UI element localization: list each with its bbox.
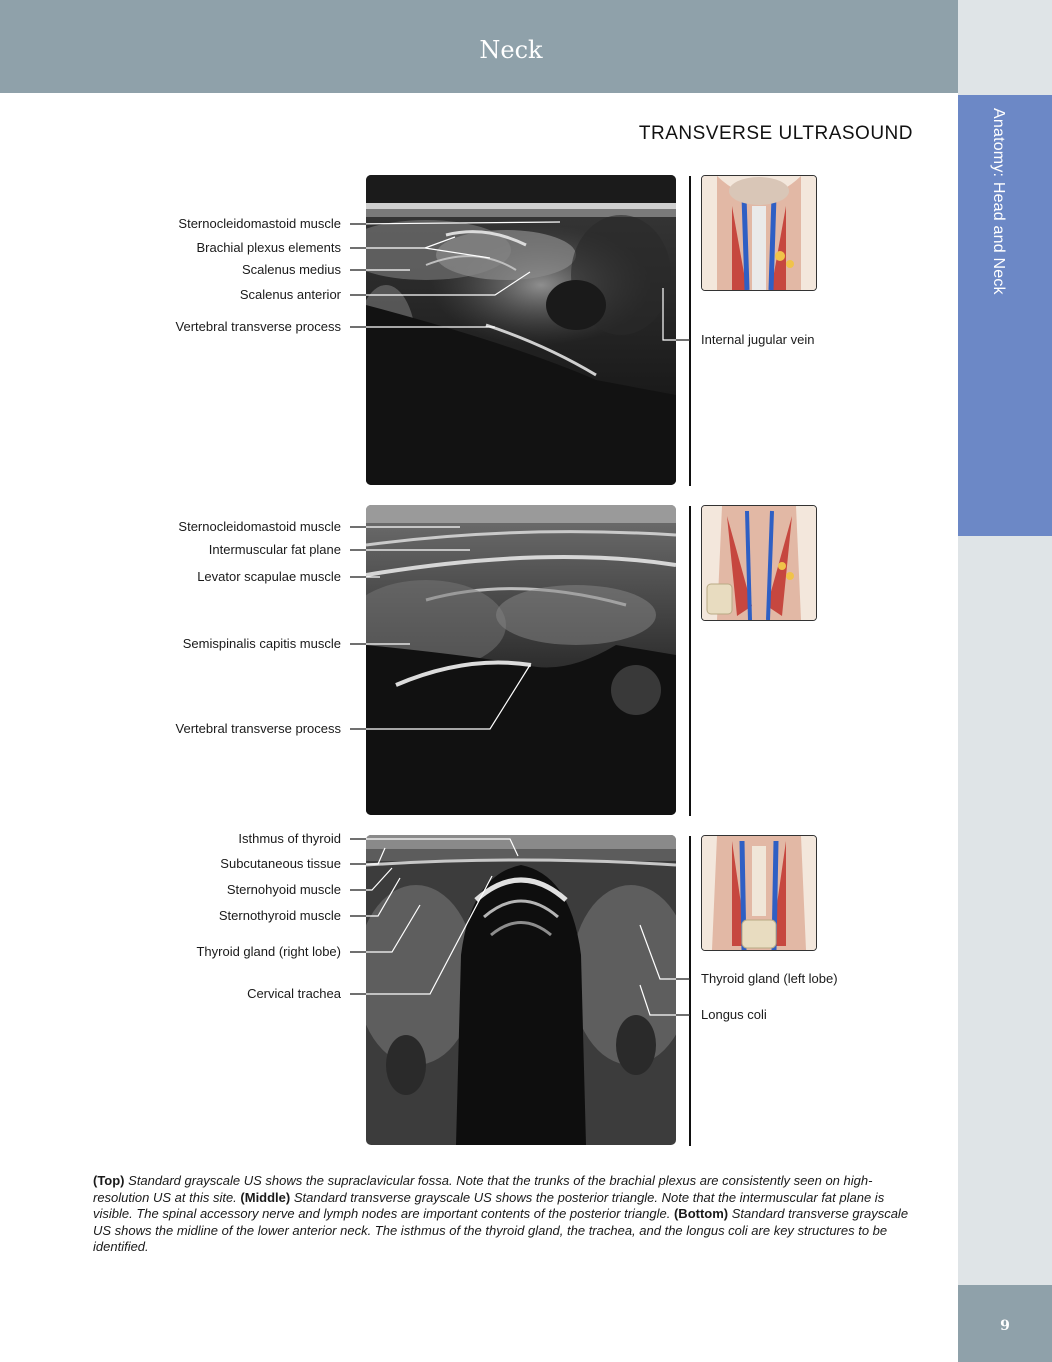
anatomy-thumbnail-top xyxy=(701,175,817,291)
caption-bottom-text: Standard transverse grayscale US shows the midline of the lower anterior neck. The isthmus of the thyroid gland, the trachea, and the longus coli are key structures to be identified. xyxy=(93,1206,909,1254)
label-sternohyoid: Sternohyoid muscle xyxy=(226,882,341,897)
chapter-tab-label: Anatomy: Head and Neck xyxy=(990,108,1007,295)
label-sternothyroid: Sternothyroid muscle xyxy=(218,908,341,923)
label-vertebral-process-top: Vertebral transverse process xyxy=(175,319,341,334)
caption-middle-text: Standard transverse grayscale US shows the posterior triangle. Note that the intermuscular fat plane is visible. The spinal accessory nerve and lymph nodes are important contents of the posterior triangle. xyxy=(93,1189,885,1221)
label-scalenus-anterior: Scalenus anterior xyxy=(239,287,341,302)
label-internal-jugular-vein: Internal jugular vein xyxy=(701,332,815,347)
anatomy-thumbnail-middle xyxy=(701,505,817,621)
label-semispinalis-capitis: Semispinalis capitis muscle xyxy=(182,636,341,651)
panel-divider-top xyxy=(689,176,691,486)
panel-divider-middle xyxy=(689,506,691,816)
label-levator-scapulae: Levator scapulae muscle xyxy=(197,569,341,584)
label-cervical-trachea: Cervical trachea xyxy=(247,986,341,1001)
label-isthmus-of-thyroid: Isthmus of thyroid xyxy=(238,831,341,846)
ultrasound-image-top xyxy=(366,175,676,485)
caption-top-text: Standard grayscale US shows the supraclavicular fossa. Note that the trunks of the brachial plexus are consistently seen on high-resolution US at this site. xyxy=(93,1173,873,1205)
label-sternocleidomastoid-middle: Sternocleidomastoid muscle xyxy=(178,519,341,534)
anatomy-thumbnail-bottom xyxy=(701,835,817,951)
panel-divider-bottom xyxy=(689,836,691,1146)
label-intermuscular-fat-plane: Intermuscular fat plane xyxy=(208,542,341,557)
page-number: 9 xyxy=(1000,1318,1010,1334)
caption-top-tag: (Top) xyxy=(93,1173,125,1188)
ultrasound-image-bottom xyxy=(366,835,676,1145)
caption-middle-tag: (Middle) xyxy=(236,1189,291,1205)
ultrasound-image-middle xyxy=(366,505,676,815)
label-thyroid-right-lobe: Thyroid gland (right lobe) xyxy=(196,944,341,959)
label-sternocleidomastoid-top: Sternocleidomastoid muscle xyxy=(178,216,341,231)
label-thyroid-left-lobe: Thyroid gland (left lobe) xyxy=(701,971,838,986)
label-scalenus-medius: Scalenus medius xyxy=(242,262,341,277)
section-title: TRANSVERSE ULTRASOUND xyxy=(638,123,913,144)
label-brachial-plexus: Brachial plexus elements xyxy=(196,240,341,255)
label-vertebral-process-middle: Vertebral transverse process xyxy=(175,721,341,736)
label-subcutaneous-tissue: Subcutaneous tissue xyxy=(220,856,341,871)
caption-bottom-tag: (Bottom) xyxy=(670,1206,729,1221)
figure-caption xyxy=(93,1173,918,1256)
label-longus-coli: Longus coli xyxy=(701,1007,767,1022)
page-header-title: Neck xyxy=(479,36,543,64)
